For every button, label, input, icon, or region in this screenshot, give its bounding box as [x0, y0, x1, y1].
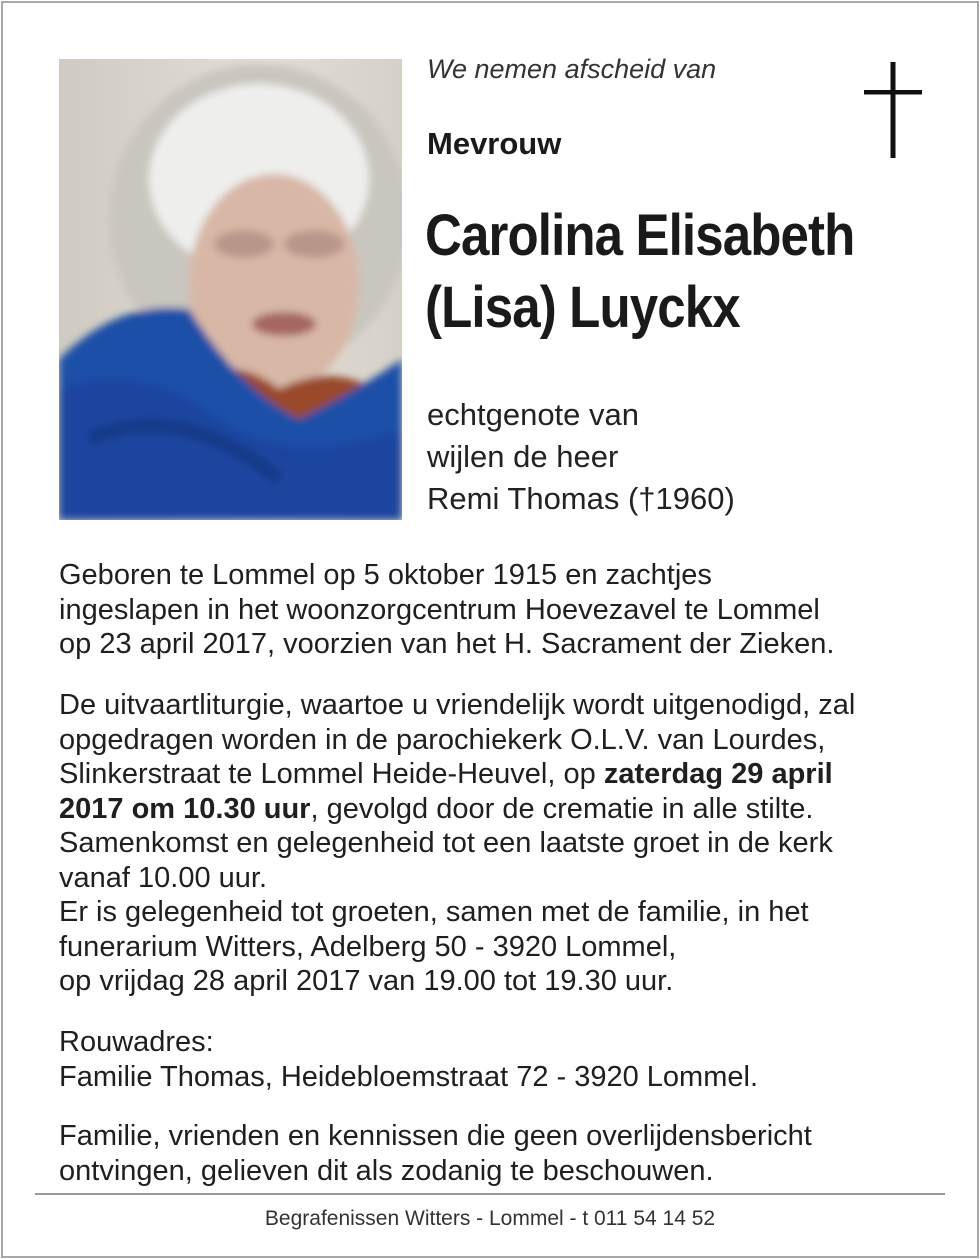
spouse-line-1: echtgenote van	[427, 397, 640, 432]
ceremony-line-3-text: Slinkerstraat te Lommel Heide-Heuvel, op	[59, 758, 604, 790]
spouse-line-3: Remi Thomas (†1960)	[427, 481, 735, 516]
birth-line-1: Geboren te Lommel op 5 oktober 1915 en zachtjes	[59, 559, 712, 591]
ceremony-paragraph	[59, 688, 939, 999]
salutation: Mevrouw	[427, 126, 562, 161]
ceremony-line-9: op vrijdag 28 april 2017 van 19.00 tot 19.30 uur.	[59, 965, 674, 997]
address-value: Familie Thomas, Heidebloemstraat 72 - 3920 Lommel.	[59, 1060, 759, 1093]
spouse-info	[427, 394, 735, 520]
birth-paragraph	[59, 558, 939, 662]
ceremony-line-7: Er is gelegenheid tot groeten, samen met de familie, in het	[59, 896, 809, 928]
spouse-line-2: wijlen de heer	[427, 439, 619, 474]
cross-icon	[864, 62, 922, 158]
footer-divider	[35, 1193, 945, 1195]
ceremony-line-6: vanaf 10.00 uur.	[59, 861, 267, 894]
birth-line-2: ingeslapen in het woonzorgcentrum Hoevezavel te Lommel	[59, 593, 820, 626]
birth-line-3: op 23 april 2017, voorzien van het H. Sacrament der Zieken.	[59, 628, 835, 660]
notice-paragraph	[59, 1119, 939, 1188]
address-label: Rouwadres:	[59, 1026, 214, 1058]
ceremony-line-8: funerarium Witters, Adelberg 50 - 3920 Lommel,	[59, 930, 677, 963]
notice-line-2: ontvingen, gelieven dit als zodanig te beschouwen.	[59, 1154, 714, 1187]
ceremony-line-1: De uitvaartliturgie, waartoe u vriendelijk wordt uitgenodigd, zal	[59, 689, 856, 721]
ceremony-line-4	[59, 792, 939, 827]
ceremony-line-3	[59, 757, 939, 792]
ceremony-line-5: Samenkomst en gelegenheid tot een laatste groet in de kerk	[59, 827, 833, 859]
ceremony-date-bold: zaterdag 29 april	[603, 758, 833, 790]
portrait-photo	[59, 59, 402, 520]
notice-line-1: Familie, vrienden en kennissen die geen overlijdensbericht	[59, 1120, 812, 1152]
intro-text: We nemen afscheid van	[427, 54, 717, 84]
deceased-name	[425, 200, 883, 344]
name-line-1: Carolina Elisabeth	[425, 203, 855, 268]
ceremony-time-bold: 2017 om 10.30 uur	[59, 792, 311, 825]
funeral-home-footer: Begrafenissen Witters - Lommel - t 011 54 14 52	[264, 1207, 716, 1230]
address-paragraph	[59, 1025, 939, 1094]
name-line-2: (Lisa) Luyckx	[425, 275, 740, 340]
ceremony-line-4-text: , gevolgd door de crematie in alle stilte.	[310, 792, 814, 825]
ceremony-line-2: opgedragen worden in de parochiekerk O.L.V. van Lourdes,	[59, 723, 826, 756]
